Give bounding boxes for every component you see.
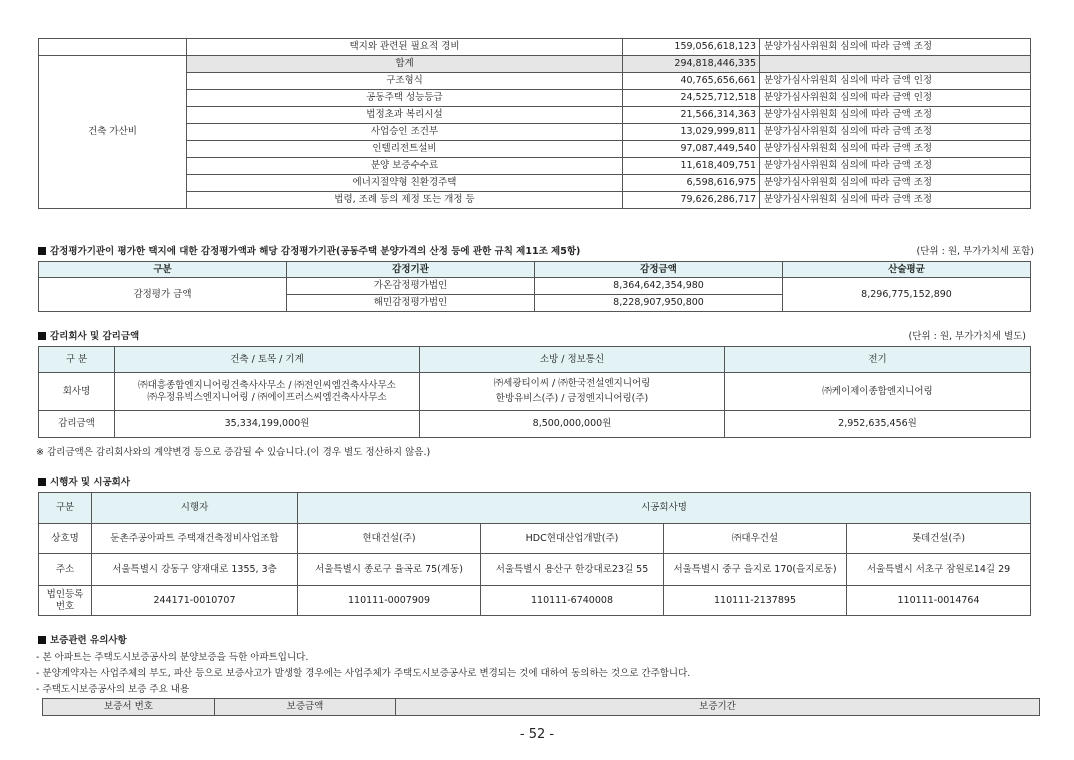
appraisal-table xyxy=(38,261,1031,312)
appraisal-header-category: 구분 xyxy=(39,262,287,278)
appraisal-agency: 해민감정평가법인 xyxy=(287,295,535,312)
table-row xyxy=(39,56,1031,73)
supervision-elec-company: ㈜케이제이종합엔지니어링 xyxy=(725,373,1031,411)
supervision-header-fire: 소방 / 정보통신 xyxy=(420,347,725,373)
builders-header-constructors: 시공회사명 xyxy=(298,493,1031,524)
constructor-name: HDC현대산업개발(주) xyxy=(481,524,664,554)
supervision-arch-amount: 35,334,199,000원 xyxy=(115,411,420,438)
cost-item: 인텔리전트설비 xyxy=(187,141,623,158)
supervision-unit: (단위 : 원, 부가가치세 별도) xyxy=(908,331,1026,342)
cost-note: 분양가심사위원회 심의에 따라 금액 조정 xyxy=(760,141,1031,158)
constructor-reg: 110111-0014764 xyxy=(847,586,1031,616)
cost-empty-cell xyxy=(39,39,187,56)
guarantee-header-amount: 보증금액 xyxy=(215,699,396,716)
developer-reg: 244171-0010707 xyxy=(92,586,298,616)
square-bullet-icon xyxy=(38,247,46,255)
supervision-company-label: 회사명 xyxy=(39,373,115,411)
constructor-address: 서울특별시 용산구 한강대로23길 55 xyxy=(481,554,664,586)
square-bullet-icon xyxy=(38,636,46,644)
appraisal-row-label: 감정평가 금액 xyxy=(39,278,287,312)
cost-note: 분양가심사위원회 심의에 따라 금액 조정 xyxy=(760,158,1031,175)
cost-item: 법령, 조례 등의 제정 또는 개정 등 xyxy=(187,192,623,209)
builders-table xyxy=(38,492,1031,616)
cost-item: 분양 보증수수료 xyxy=(187,158,623,175)
appraisal-heading: 감정평가기관이 평가한 택지에 대한 감정평가액과 해당 감정평가기관(공동주택 분양가격의 산정 등에 관한 규칙 제11조 제5항) xyxy=(38,243,580,257)
cost-total-amount: 294,818,446,335 xyxy=(623,56,760,73)
cost-group-label: 건축 가산비 xyxy=(39,56,187,209)
constructor-reg: 110111-2137895 xyxy=(664,586,847,616)
constructor-name: 현대건설(주) xyxy=(298,524,481,554)
table-row xyxy=(39,124,1031,141)
guarantee-header-number: 보증서 번호 xyxy=(43,699,215,716)
cost-amount: 13,029,999,811 xyxy=(623,124,760,141)
cost-amount: 6,598,616,975 xyxy=(623,175,760,192)
supervision-footnote: ※ 감리금액은 감리회사와의 계약변경 등으로 증감될 수 있습니다.(이 경우 별도 정산하지 않음.) xyxy=(36,447,431,458)
supervision-fire-companies xyxy=(420,373,725,411)
supervision-table xyxy=(38,346,1031,438)
builders-name-label: 상호명 xyxy=(39,524,92,554)
company-line: 한방유비스(주) / 금정엔지니어링(주) xyxy=(495,393,649,404)
guarantee-line: - 본 아파트는 주택도시보증공사의 분양보증을 득한 아파트입니다. xyxy=(36,652,309,663)
appraisal-header-amount: 감정금액 xyxy=(535,262,783,278)
constructor-name: 롯데건설(주) xyxy=(847,524,1031,554)
table-row xyxy=(39,175,1031,192)
supervision-arch-companies xyxy=(115,373,420,411)
cost-item: 사업승인 조건부 xyxy=(187,124,623,141)
cost-table-body xyxy=(39,39,1031,209)
table-row xyxy=(39,192,1031,209)
appraisal-unit: (단위 : 원, 부가가치세 포함) xyxy=(916,246,1034,257)
table-row xyxy=(39,73,1031,90)
cost-amount: 79,626,286,717 xyxy=(623,192,760,209)
company-line: ㈜우정유빅스엔지니어링 / ㈜에이프러스씨엠건축사사무소 xyxy=(147,391,387,403)
table-row xyxy=(39,107,1031,124)
guarantee-line: - 분양계약자는 사업주체의 부도, 파산 등으로 보증사고가 발생할 경우에는 사업주체가 주택도시보증공사로 변경되는 것에 대하여 동의하는 것으로 간주합니다. xyxy=(36,668,691,679)
builders-address-label: 주소 xyxy=(39,554,92,586)
cost-amount: 97,087,449,540 xyxy=(623,141,760,158)
constructor-address: 서울특별시 중구 을지로 170(을지로동) xyxy=(664,554,847,586)
cost-amount: 159,056,618,123 xyxy=(623,39,760,56)
developer-name: 둔촌주공아파트 주택재건축정비사업조합 xyxy=(92,524,298,554)
supervision-elec-amount: 2,952,635,456원 xyxy=(725,411,1031,438)
guarantee-header-period: 보증기간 xyxy=(396,699,1040,716)
constructor-address: 서울특별시 서초구 잠원로14길 29 xyxy=(847,554,1031,586)
cost-item: 공동주택 성능등급 xyxy=(187,90,623,107)
cost-item: 법정초과 복리시설 xyxy=(187,107,623,124)
cost-note: 분양가심사위원회 심의에 따라 금액 인정 xyxy=(760,73,1031,90)
cost-item: 에너지절약형 친환경주택 xyxy=(187,175,623,192)
appraisal-header-agency: 감정기관 xyxy=(287,262,535,278)
square-bullet-icon xyxy=(38,332,46,340)
builders-header-category: 구분 xyxy=(39,493,92,524)
appraisal-agency: 가온감정평가법인 xyxy=(287,278,535,295)
builders-header-developer: 시행자 xyxy=(92,493,298,524)
constructor-name: ㈜대우건설 xyxy=(664,524,847,554)
table-row xyxy=(39,158,1031,175)
supervision-header-arch: 건축 / 토목 / 기계 xyxy=(115,347,420,373)
table-row xyxy=(39,141,1031,158)
cost-amount: 24,525,712,518 xyxy=(623,90,760,107)
appraisal-amount: 8,364,642,354,980 xyxy=(535,278,783,295)
cost-table xyxy=(38,38,1031,209)
supervision-header-elec: 전기 xyxy=(725,347,1031,373)
cost-item: 구조형식 xyxy=(187,73,623,90)
appraisal-header-average: 산술평균 xyxy=(783,262,1031,278)
cost-amount: 11,618,409,751 xyxy=(623,158,760,175)
constructor-reg: 110111-6740008 xyxy=(481,586,664,616)
supervision-heading: 감리회사 및 감리금액 xyxy=(38,328,139,342)
supervision-header-category: 구 분 xyxy=(39,347,115,373)
table-row xyxy=(39,39,1031,56)
page-number: - 52 - xyxy=(519,727,555,742)
company-line: ㈜세광티이씨 / ㈜한국전설엔지니어링 xyxy=(493,378,651,390)
constructor-address: 서울특별시 종로구 율곡로 75(계동) xyxy=(298,554,481,586)
cost-total-item: 합계 xyxy=(187,56,623,73)
constructor-reg: 110111-0007909 xyxy=(298,586,481,616)
cost-note: 분양가심사위원회 심의에 따라 금액 조정 xyxy=(760,107,1031,124)
cost-note: 분양가심사위원회 심의에 따라 금액 인정 xyxy=(760,90,1031,107)
supervision-fire-amount: 8,500,000,000원 xyxy=(420,411,725,438)
cost-note: 분양가심사위원회 심의에 따라 금액 조정 xyxy=(760,39,1031,56)
cost-amount: 40,765,656,661 xyxy=(623,73,760,90)
cost-note: 분양가심사위원회 심의에 따라 금액 조정 xyxy=(760,175,1031,192)
builders-reg-label: 법인등록번호 xyxy=(39,586,92,616)
cost-amount: 21,566,314,363 xyxy=(623,107,760,124)
appraisal-average: 8,296,775,152,890 xyxy=(783,278,1031,312)
guarantee-heading: 보증관련 유의사항 xyxy=(38,632,127,646)
cost-note: 분양가심사위원회 심의에 따라 금액 조정 xyxy=(760,192,1031,209)
supervision-amount-label: 감리금액 xyxy=(39,411,115,438)
cost-note: 분양가심사위원회 심의에 따라 금액 조정 xyxy=(760,124,1031,141)
appraisal-amount: 8,228,907,950,800 xyxy=(535,295,783,312)
builders-heading: 시행자 및 시공회사 xyxy=(38,474,130,488)
guarantee-line: - 주택도시보증공사의 보증 주요 내용 xyxy=(36,684,190,695)
developer-address: 서울특별시 강동구 양재대로 1355, 3층 xyxy=(92,554,298,586)
cost-item: 택지와 관련된 필요적 경비 xyxy=(187,39,623,56)
cost-total-note xyxy=(760,56,1031,73)
company-line: ㈜대흥종합엔지니어링건축사사무소 / ㈜전인씨엠건축사사무소 xyxy=(138,379,396,391)
square-bullet-icon xyxy=(38,478,46,486)
guarantee-table xyxy=(42,698,1040,716)
table-row xyxy=(39,90,1031,107)
